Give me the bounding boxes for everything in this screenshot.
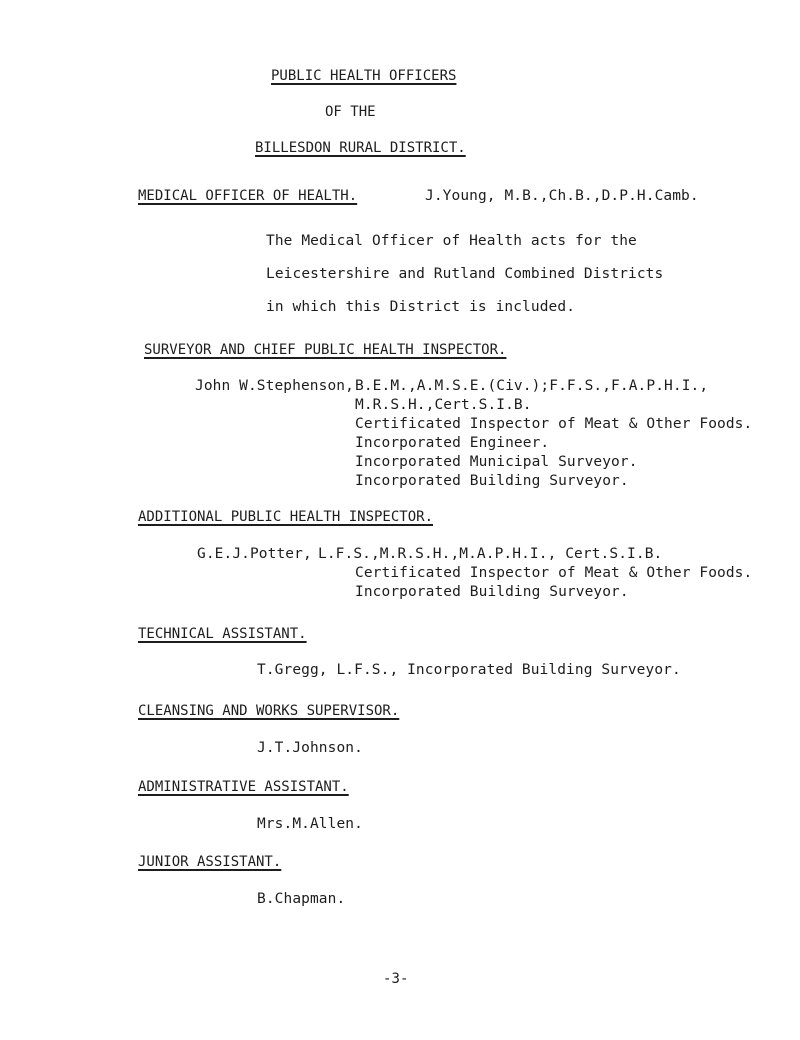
medical-officer-name: J.Young, M.B.,Ch.B.,D.P.H.Camb. bbox=[425, 188, 699, 204]
surveyor-qual-2: M.R.S.H.,Cert.S.I.B. bbox=[355, 397, 532, 413]
additional-inspector-qual-3: Incorporated Building Surveyor. bbox=[355, 584, 629, 600]
additional-inspector-name: G.E.J.Potter, bbox=[197, 546, 312, 562]
additional-inspector-qual-1: L.F.S.,M.R.S.H.,M.A.P.H.I., Cert.S.I.B. bbox=[318, 546, 663, 562]
medical-officer-desc-3: in which this District is included. bbox=[266, 299, 576, 315]
title-district-name: BILLESDON RURAL DISTRICT. bbox=[255, 140, 466, 156]
surveyor-qual-6: Incorporated Building Surveyor. bbox=[355, 473, 629, 489]
surveyor-name: John W.Stephenson, bbox=[195, 378, 354, 394]
cleansing-supervisor-name: J.T.Johnson. bbox=[257, 740, 363, 756]
surveyor-heading: SURVEYOR AND CHIEF PUBLIC HEALTH INSPECTOR. bbox=[144, 342, 507, 358]
additional-inspector-heading: ADDITIONAL PUBLIC HEALTH INSPECTOR. bbox=[138, 509, 434, 525]
technical-assistant-name: T.Gregg, L.F.S., Incorporated Building Surveyor. bbox=[257, 662, 681, 678]
administrative-assistant-name: Mrs.M.Allen. bbox=[257, 816, 363, 832]
administrative-assistant-heading: ADMINISTRATIVE ASSISTANT. bbox=[138, 779, 349, 795]
additional-inspector-qual-2: Certificated Inspector of Meat & Other Foods. bbox=[355, 565, 753, 581]
junior-assistant-heading: JUNIOR ASSISTANT. bbox=[138, 854, 282, 870]
surveyor-qual-5: Incorporated Municipal Surveyor. bbox=[355, 454, 638, 470]
technical-assistant-heading: TECHNICAL ASSISTANT. bbox=[138, 626, 307, 642]
cleansing-supervisor-heading: CLEANSING AND WORKS SUPERVISOR. bbox=[138, 703, 400, 719]
junior-assistant-name: B.Chapman. bbox=[257, 891, 346, 907]
title-of-the: OF THE bbox=[325, 104, 376, 120]
medical-officer-desc-2: Leicestershire and Rutland Combined Districts bbox=[266, 266, 664, 282]
medical-officer-heading: MEDICAL OFFICER OF HEALTH. bbox=[138, 188, 358, 204]
page-number: -3- bbox=[383, 971, 409, 987]
surveyor-qual-4: Incorporated Engineer. bbox=[355, 435, 550, 451]
surveyor-qual-3: Certificated Inspector of Meat & Other Foods. bbox=[355, 416, 753, 432]
surveyor-qual-1: B.E.M.,A.M.S.E.(Civ.);F.F.S.,F.A.P.H.I., bbox=[355, 378, 709, 394]
title-public-health-officers: PUBLIC HEALTH OFFICERS bbox=[271, 68, 457, 84]
medical-officer-desc-1: The Medical Officer of Health acts for the bbox=[266, 233, 637, 249]
